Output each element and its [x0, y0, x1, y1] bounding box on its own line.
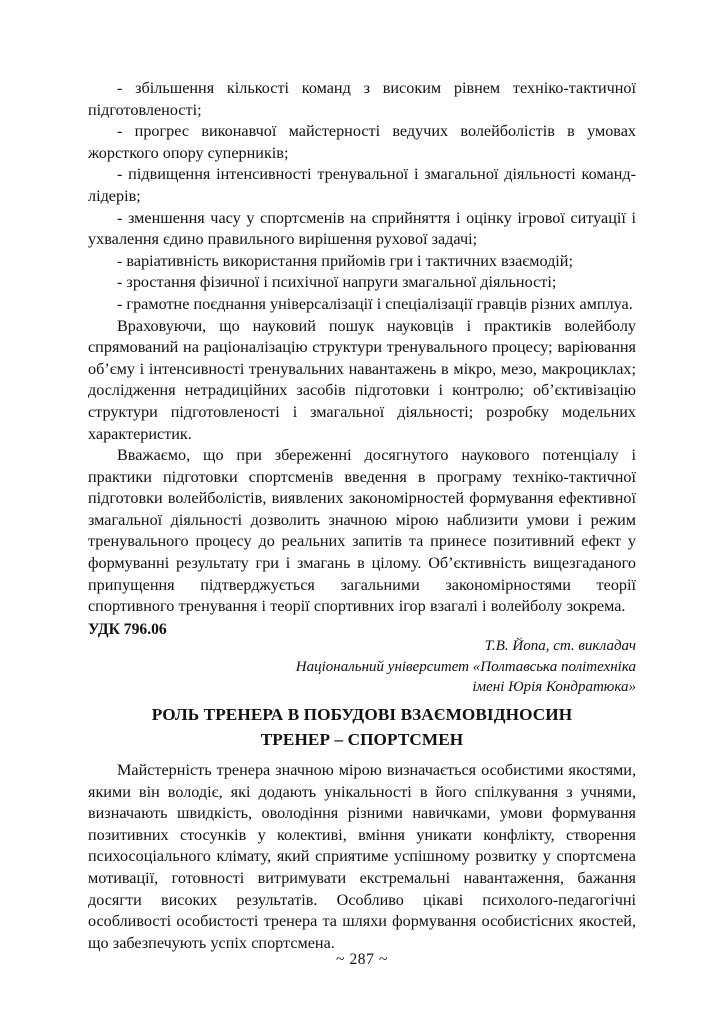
article-opening-section	[88, 760, 636, 954]
bullet-item: - прогрес виконавчої майстерності ведучих волейболістів в умовах жорсткого опору суперників;	[88, 122, 636, 162]
bullet-item: - зростання фізичної і психічної напруги змагальної діяльності;	[117, 273, 557, 292]
article-title-line-1: РОЛЬ ТРЕНЕРА В ПОБУДОВІ ВЗАЄМОВІДНОСИН	[151, 705, 573, 724]
continued-text-section	[88, 78, 636, 618]
opening-paragraph: Майстерність тренера значною мірою визначається особистими якостями, якими він володіє, які додають унікальності в його спілкування з учнями, визначають швидкість, оволодіння різними навичками, умови формування позитивних стосунків у колективі, вміння уникати конфлікту, створення психосоціального клімату, який сприятиме успішному розвитку у спортсмена мотивації, готовності витримувати екстремальні навантаження, бажання досягти високих результатів. Особливо цікаві психолого-педагогічні особливості особистості тренера та шляхи формування особистісних якостей, що забезпечують успіх спортсмена.	[88, 761, 636, 952]
affiliation-line-1: Національний університет «Полтавська політехніка	[295, 658, 636, 675]
page-footer	[0, 950, 724, 970]
bullet-item: - варіативність використання прийомів гри і тактичних взаємодій;	[117, 251, 573, 270]
body-paragraph: Вважаємо, що при збереженні досягнутого наукового потенціалу і практики підготовки спортсменів введення в програму техніко-тактичної підготовки волейболістів, виявлених закономірностей формування ефективної змагальної діяльності дозволить значною мірою наблизити умови і режим тренувального процесу до реальних запитів та принесе позитивний ефект у формуванні результату гри і змагань в цілому. Об’єктивність вищезгаданого припущення підтверджується загальними закономірностями теорії спортивного тренування і теорії спортивних ігор взагалі і волейболу зокрема.	[88, 446, 636, 616]
bullet-item: - збільшення кількості команд з високим рівнем техніко-тактичної підготовленості;	[88, 79, 636, 119]
bullet-item: - зменшення часу у спортсменів на сприйняття і оцінку ігрової ситуації і ухвалення єдино правильного вирішення рухової задачі;	[88, 208, 636, 249]
article-title	[88, 702, 636, 752]
author-affiliation-block	[88, 636, 636, 698]
page-number: ~ 287 ~	[336, 951, 388, 968]
author-name: Т.В. Йопа, ст. викладач	[484, 638, 636, 654]
bullet-item: - підвищення інтенсивності тренувальної і змагальної діяльності команд-лідерів;	[88, 165, 636, 205]
udc-code: УДК 796.06	[88, 621, 167, 638]
article-title-line-2: ТРЕНЕР – СПОРТСМЕН	[260, 730, 464, 749]
bullet-item: - грамотне поєднання універсалізації і спеціалізації гравців різних амплуа.	[117, 294, 633, 313]
affiliation-line-2: імені Юрія Кондратюка»	[472, 679, 636, 696]
body-paragraph: Враховуючи, що науковий пошук науковців і практиків волейболу спрямований на раціоналізацію структури тренувального процесу; варіювання об’єму і інтенсивності тренувальних навантажень в мікро, мезо, макроциклах; дослідження нетрадиційних засобів підготовки і контролю; об’єктивізацію структури підготовленості і змагальної діяльності; розробку модельних характеристик.	[88, 316, 636, 443]
